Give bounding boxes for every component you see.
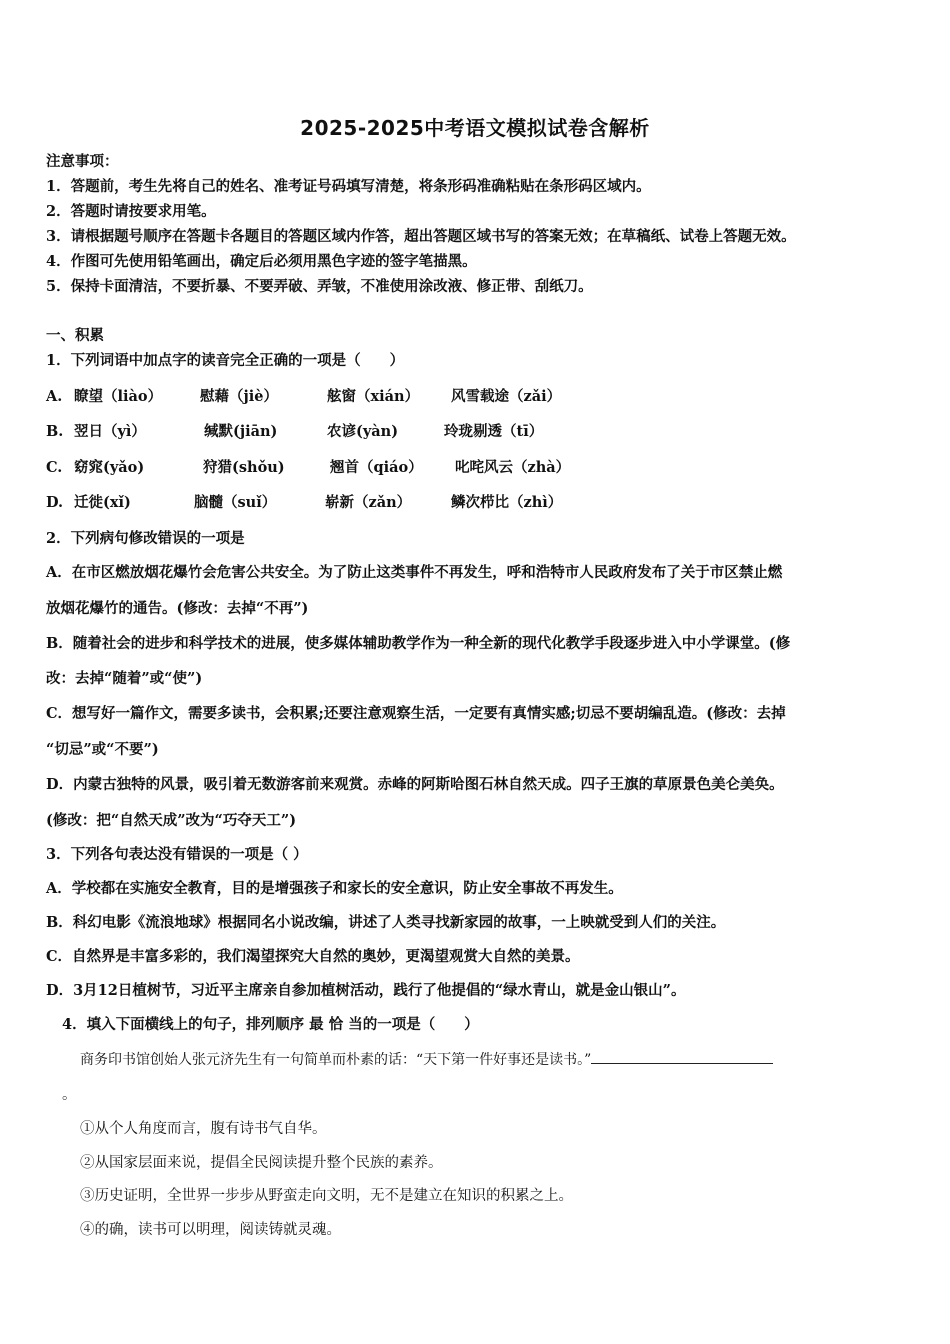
passage-text: 商务印书馆创始人张元济先生有一句简单而朴素的话：“天下第一件好事还是读书。” <box>80 1052 592 1068</box>
page-title: 2025-2025中考语文模拟试卷含解析 <box>300 116 650 140</box>
question-4-item: ④的确，读书可以明理，阅读铸就灵魂。 <box>80 1222 341 1238</box>
option-word: 狩猎(shǒu) <box>203 459 285 476</box>
question-2-stem: 2．下列病句修改错误的一项是 <box>46 530 245 547</box>
passage-period: 。 <box>62 1087 77 1103</box>
option-word: 慰藉（jiè） <box>200 388 278 405</box>
question-2-line: C．想写好一篇作文，需要多读书，会积累;还要注意观察生活，一定要有真情实感;切忌不要胡编乱造。(修改：去掉 <box>46 705 786 722</box>
option-label: A. <box>46 388 63 405</box>
option-word: 风雪载途（zǎi） <box>451 388 562 405</box>
question-4-item: ③历史证明，全世界一步步从野蛮走向文明，无不是建立在知识的积累之上。 <box>80 1188 573 1204</box>
option-word: 鳞次栉比（zhì） <box>451 494 563 511</box>
option-word: 翘首（qiáo） <box>330 459 423 476</box>
notice-item: 1．答题前，考生先将自己的姓名、准考证号码填写清楚，将条形码准确粘贴在条形码区域内。 <box>46 178 651 195</box>
notice-heading: 注意事项： <box>46 153 119 170</box>
option-label: C. <box>46 459 63 476</box>
option-word: 叱咤风云（zhà） <box>455 459 571 476</box>
question-3-line: D．3月12日植树节，习近平主席亲自参加植树活动，践行了他提倡的“绿水青山，就是金山银山”。 <box>46 982 686 999</box>
option-word: 瞭望（liào） <box>74 388 163 405</box>
question-4-item: ①从个人角度而言，腹有诗书气自华。 <box>80 1121 327 1137</box>
question-3-line: C．自然界是丰富多彩的，我们渴望探究大自然的奥妙，更渴望观赏大自然的美景。 <box>46 948 580 965</box>
question-4-passage <box>80 1049 773 1070</box>
option-label: B. <box>46 423 64 440</box>
option-word: 舷窗（xián） <box>327 388 420 405</box>
question-1-stem: 1．下列词语中加点字的读音完全正确的一项是（ ） <box>46 352 405 369</box>
notice-item: 3．请根据题号顺序在答题卡各题目的答题区域内作答，超出答题区域书写的答案无效；在草稿纸、试卷上答题无效。 <box>46 228 796 245</box>
option-word: 窈窕(yǎo) <box>74 459 145 476</box>
question-2-line: D．内蒙古独特的风景，吸引着无数游客前来观赏。赤峰的阿斯哈图石林自然天成。四子王旗的草原景色美仑美奂。 <box>46 776 784 793</box>
notice-item: 2．答题时请按要求用笔。 <box>46 203 216 220</box>
section-heading: 一、积累 <box>46 327 104 344</box>
question-4-stem: 4．填入下面横线上的句子，排列顺序 最 恰 当的一项是（ ） <box>62 1016 479 1033</box>
question-2-line: 放烟花爆竹的通告。(修改：去掉“不再”) <box>46 600 309 617</box>
option-word: 翌日（yì） <box>74 423 146 440</box>
question-2-line: A．在市区燃放烟花爆竹会危害公共安全。为了防止这类事件不再发生，呼和浩特市人民政府发布了关于市区禁止燃 <box>46 564 783 581</box>
question-2-line: “切忌”或“不要”) <box>46 741 159 758</box>
option-word: 迁徙(xǐ) <box>74 494 131 511</box>
option-word: 崭新（zǎn） <box>325 494 412 511</box>
question-2-line: (修改：把“自然天成”改为“巧夺天工”) <box>46 812 297 829</box>
option-word: 脑髓（suǐ） <box>194 494 277 511</box>
question-3-stem: 3．下列各句表达没有错误的一项是（ ） <box>46 846 308 863</box>
question-4-item: ②从国家层面来说，提倡全民阅读提升整个民族的素养。 <box>80 1155 443 1171</box>
answer-blank <box>591 1049 773 1064</box>
option-word: 农谚(yàn) <box>327 423 399 440</box>
question-2-line: B．随着社会的进步和科学技术的进展，使多媒体辅助教学作为一种全新的现代化教学手段逐步进入中小学课堂。(修 <box>46 635 791 652</box>
question-2-line: 改：去掉“随着”或“使”) <box>46 670 203 687</box>
notice-item: 5．保持卡面清洁，不要折暴、不要弄破、弄皱，不准使用涂改液、修正带、刮纸刀。 <box>46 278 593 295</box>
option-word: 缄默(jiān) <box>204 423 278 440</box>
question-3-line: A．学校都在实施安全教育，目的是增强孩子和家长的安全意识，防止安全事故不再发生。 <box>46 880 623 897</box>
option-word: 玲珑剔透（tī） <box>444 423 544 440</box>
option-label: D. <box>46 494 64 511</box>
notice-item: 4．作图可先使用铅笔画出，确定后必须用黑色字迹的签字笔描黑。 <box>46 253 477 270</box>
question-3-line: B．科幻电影《流浪地球》根据同名小说改编，讲述了人类寻找新家园的故事，一上映就受到人们的关注。 <box>46 914 726 931</box>
